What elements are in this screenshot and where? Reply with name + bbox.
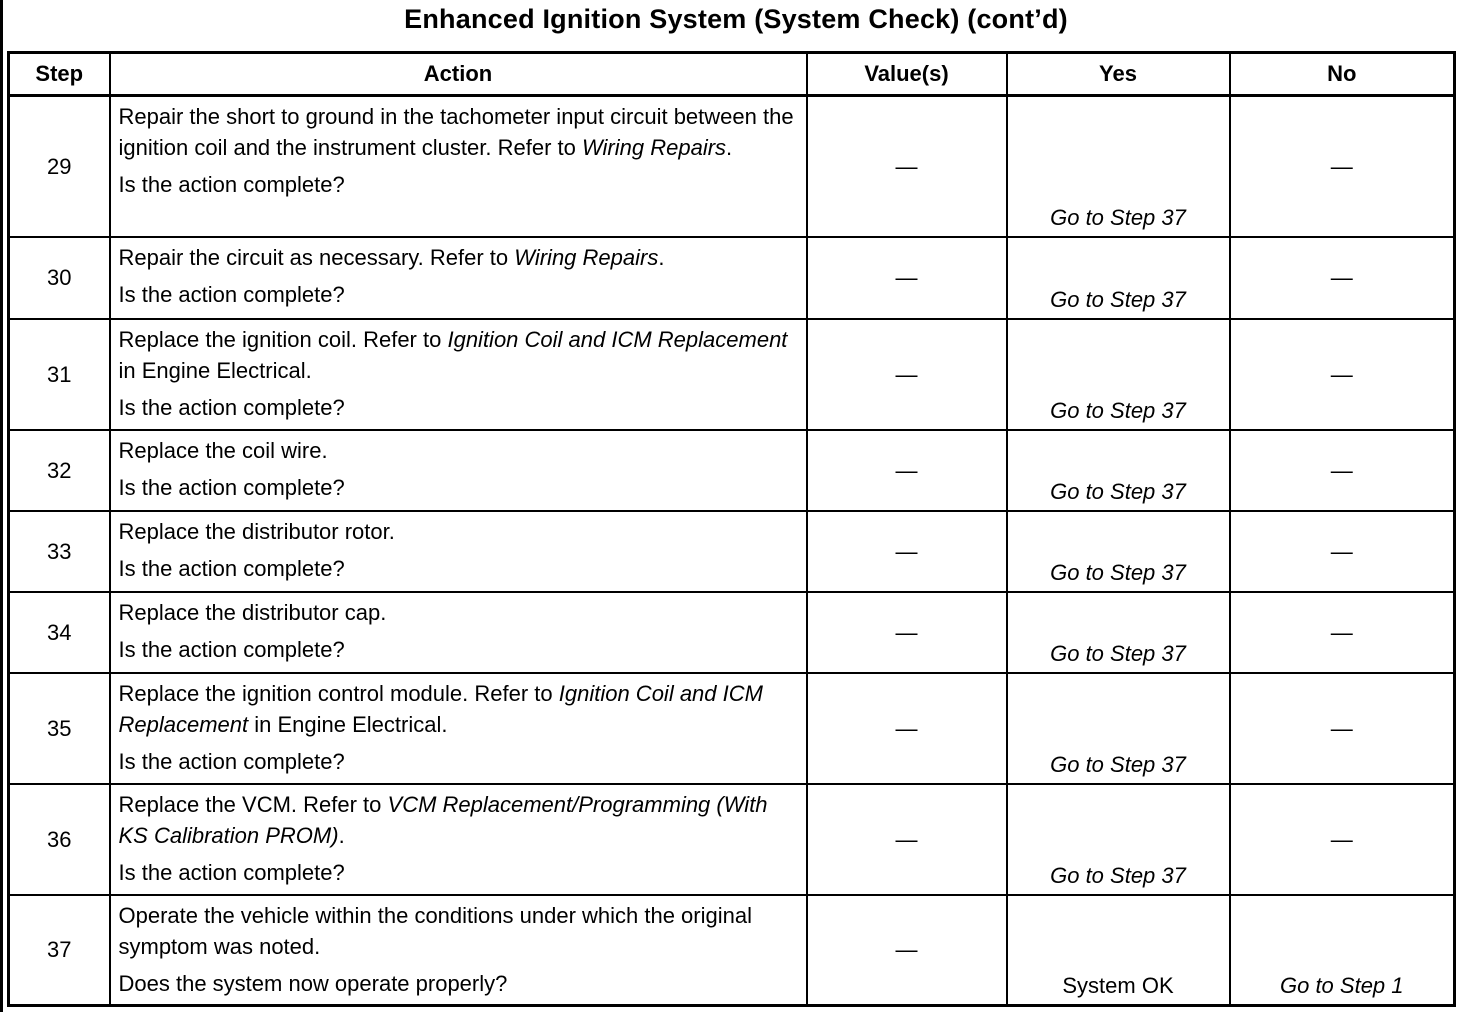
table-row: [9, 895, 1455, 1006]
yes-cell: Go to Step 37: [1007, 592, 1230, 673]
action-cell: [110, 784, 807, 895]
step-number: 34: [9, 592, 110, 673]
action-text: Replace the ignition coil. Refer to Ignition Coil and ICM Replacement in Engine Electrical.: [118, 326, 788, 383]
yes-cell: Go to Step 37: [1007, 237, 1230, 319]
table-row: [9, 430, 1455, 511]
action-question: Is the action complete?: [118, 474, 345, 500]
action-cell: [110, 511, 807, 592]
action-text: Operate the vehicle within the conditions under which the original symptom was noted.: [118, 902, 752, 959]
header-yes: Yes: [1007, 53, 1230, 96]
table-row: [9, 592, 1455, 673]
action-text: Replace the distributor cap.: [118, 599, 387, 625]
page-edge-rule: [0, 0, 3, 1012]
no-cell: —: [1230, 673, 1455, 784]
step-number: 35: [9, 673, 110, 784]
table-row: [9, 237, 1455, 319]
yes-cell: System OK: [1007, 895, 1230, 1006]
table-row: [9, 784, 1455, 895]
table-row: [9, 673, 1455, 784]
value-cell: —: [807, 592, 1007, 673]
action-text: Repair the circuit as necessary. Refer to Wiring Repairs.: [118, 244, 665, 270]
value-cell: —: [807, 96, 1007, 237]
step-number: 33: [9, 511, 110, 592]
yes-cell: Go to Step 37: [1007, 784, 1230, 895]
step-number: 29: [9, 96, 110, 237]
diagnostic-table: [7, 51, 1456, 1007]
no-cell: —: [1230, 319, 1455, 430]
no-cell: —: [1230, 96, 1455, 237]
table-row: [9, 511, 1455, 592]
table-row: [9, 319, 1455, 430]
action-cell: [110, 96, 807, 237]
action-cell: [110, 430, 807, 511]
yes-cell: Go to Step 37: [1007, 673, 1230, 784]
yes-cell: Go to Step 37: [1007, 511, 1230, 592]
action-question: Does the system now operate properly?: [118, 970, 508, 996]
value-cell: —: [807, 673, 1007, 784]
header-value: Value(s): [807, 53, 1007, 96]
action-cell: [110, 319, 807, 430]
step-number: 32: [9, 430, 110, 511]
action-question: Is the action complete?: [118, 172, 345, 197]
value-cell: —: [807, 784, 1007, 895]
action-text: Repair the short to ground in the tachometer input circuit between the ignition coil and the instrument cluster. Refer to Wiring Repairs.: [118, 104, 794, 160]
action-question: Is the action complete?: [118, 555, 345, 581]
no-cell: —: [1230, 511, 1455, 592]
action-cell: [110, 895, 807, 1006]
no-cell: Go to Step 1: [1230, 895, 1455, 1006]
action-text: Replace the VCM. Refer to VCM Replacement/Programming (With KS Calibration PROM).: [118, 791, 768, 848]
no-cell: —: [1230, 430, 1455, 511]
step-number: 30: [9, 237, 110, 319]
value-cell: —: [807, 511, 1007, 592]
step-number: 37: [9, 895, 110, 1006]
value-cell: —: [807, 430, 1007, 511]
page-title: Enhanced Ignition System (System Check) (cont’d): [404, 4, 1068, 34]
step-number: 36: [9, 784, 110, 895]
action-question: Is the action complete?: [118, 281, 345, 307]
value-cell: —: [807, 237, 1007, 319]
action-cell: [110, 592, 807, 673]
table-header-row: [9, 53, 1455, 96]
yes-cell: Go to Step 37: [1007, 430, 1230, 511]
step-number: 31: [9, 319, 110, 430]
action-text: Replace the distributor rotor.: [118, 518, 395, 544]
value-cell: —: [807, 895, 1007, 1006]
action-cell: [110, 237, 807, 319]
header-action: Action: [110, 53, 807, 96]
yes-cell: Go to Step 37: [1007, 319, 1230, 430]
no-cell: —: [1230, 592, 1455, 673]
action-cell: [110, 673, 807, 784]
action-question: Is the action complete?: [118, 748, 345, 774]
action-question: Is the action complete?: [118, 394, 345, 420]
action-text: Replace the ignition control module. Refer to Ignition Coil and ICM Replacement in Engine Electrical.: [118, 680, 763, 737]
header-no: No: [1230, 53, 1455, 96]
action-text: Replace the coil wire.: [118, 437, 328, 463]
yes-cell: Go to Step 37: [1007, 96, 1230, 237]
no-cell: —: [1230, 237, 1455, 319]
value-cell: —: [807, 319, 1007, 430]
action-question: Is the action complete?: [118, 636, 345, 662]
table-row: [9, 96, 1455, 237]
action-question: Is the action complete?: [118, 859, 345, 885]
header-step: Step: [9, 53, 110, 96]
no-cell: —: [1230, 784, 1455, 895]
